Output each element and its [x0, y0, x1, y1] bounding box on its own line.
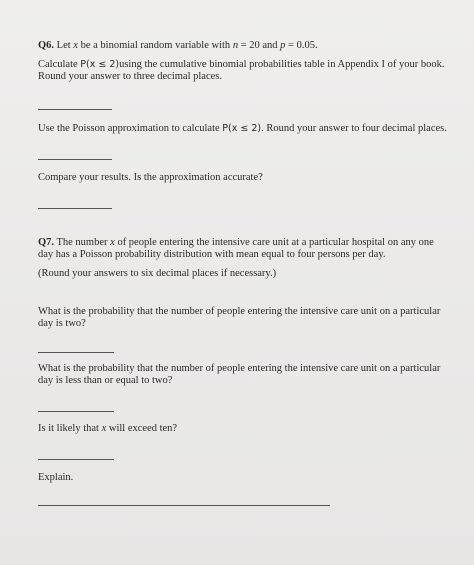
q6-part-a-answer-blank[interactable]	[38, 109, 112, 110]
q7-explain-label: Explain.	[38, 472, 74, 483]
q7-rounding-note: (Round your answers to six decimal places if necessary.)	[38, 268, 277, 279]
q7-part-b-line1: What is the probability that the number of people entering the intensive care unit on a particular	[38, 363, 441, 374]
q6-var-p: p	[280, 40, 286, 51]
q6-part-b-line	[38, 123, 447, 135]
q7-part-c-line	[38, 423, 177, 435]
q7-statement-line2: day has a Poisson probability distribution with mean equal to four persons per day.	[38, 249, 386, 260]
q6-n-value: = 20 and	[238, 40, 281, 51]
q7-explain-answer-line[interactable]	[38, 505, 330, 506]
q7-statement-line1	[38, 237, 434, 249]
q6-part-b-expression: P(x ≤ 2)	[222, 123, 262, 134]
q6-part-a-text: Calculate	[38, 59, 81, 70]
q6-part-a-expression: P(x ≤ 2)	[80, 59, 120, 70]
q6-part-c-answer-blank[interactable]	[38, 208, 112, 209]
q6-part-a-text: using the cumulative binomial probabilities table in Appendix I of your book.	[119, 59, 445, 70]
q6-statement	[38, 40, 318, 52]
q6-text: be a binomial random variable with	[77, 40, 233, 51]
q7-part-a-line2: day is two?	[38, 318, 86, 329]
q7-text: The number	[54, 237, 111, 248]
q6-number: Q6.	[38, 40, 55, 51]
q7-var-x: x	[110, 237, 115, 248]
q6-part-a-line1	[38, 59, 445, 71]
q7-part-a-line1: What is the probability that the number of people entering the intensive care unit on a particular	[38, 306, 441, 317]
q6-var-n: n	[232, 40, 239, 51]
q7-part-b-answer-blank[interactable]	[38, 411, 114, 412]
q7-part-c-text: Is it likely that	[38, 423, 102, 434]
q6-part-b-text: Use the Poisson approximation to calculate	[38, 123, 223, 134]
q6-part-b-answer-blank[interactable]	[38, 159, 112, 160]
q6-part-c-line: Compare your results. Is the approximation accurate?	[38, 172, 263, 183]
q6-p-value: = 0.05.	[285, 40, 318, 51]
q7-part-c-text: will exceed ten?	[106, 423, 178, 434]
q7-part-b-line2: day is less than or equal to two?	[38, 375, 173, 386]
q7-part-a-answer-blank[interactable]	[38, 352, 114, 353]
q7-text: of people entering the intensive care unit at a particular hospital on any one	[114, 237, 434, 248]
q6-text: Let	[54, 40, 74, 51]
q7-number: Q7.	[38, 237, 55, 248]
q7-part-c-answer-blank[interactable]	[38, 459, 114, 460]
q6-part-a-line2: Round your answer to three decimal places.	[38, 71, 222, 82]
q6-var-x: x	[73, 40, 78, 51]
q7-part-c-var-x: x	[101, 423, 107, 434]
q6-part-b-text: . Round your answer to four decimal places.	[261, 123, 447, 134]
